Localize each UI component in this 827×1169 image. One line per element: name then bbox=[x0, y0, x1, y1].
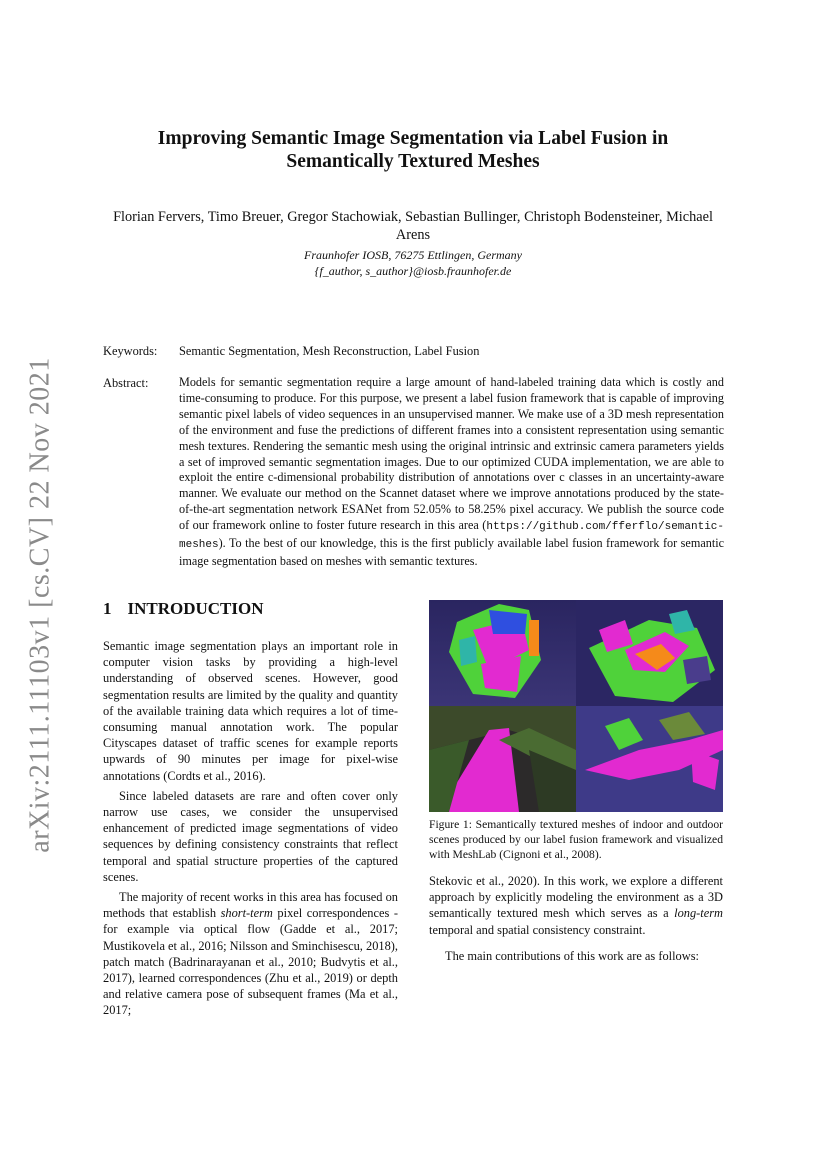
intro-paragraph-2: Since labeled datasets are rare and often cover only narrow use cases, we consider the unsupervised enhancement of predicted image segmentations of video sequences by defining consistency constraints that reflect temporal and spatial structure properties of the captured scenes. bbox=[103, 788, 398, 884]
left-column bbox=[103, 638, 398, 1023]
keywords-text: Semantic Segmentation, Mesh Reconstruction, Label Fusion bbox=[179, 344, 480, 358]
section-number: 1 bbox=[103, 599, 112, 618]
keywords-label: Keywords: bbox=[103, 344, 158, 358]
figure-1 bbox=[429, 600, 723, 812]
intro-p3-emphasis: short-term bbox=[220, 906, 273, 921]
right-p1-part2: temporal and spatial consistency constraint. bbox=[429, 922, 646, 937]
abstract-text-part1: Models for semantic segmentation require a large amount of hand-labeled training data which is costly and time-consuming to produce. For this purpose, we present a label fusion framework that is capable of improving semantic pixel labels of video sequences in an unsupervised manner. We make use of a 3D mesh representation of the environment and fuse the predictions of different frames into a consistent representation using semantic mesh textures. Rendering the semantic mesh using the original intrinsic and extrinsic camera parameters yields a set of improved semantic segmentation images. Due to our optimized CUDA implementation, we are able to exploit the entire c-dimensional probability distribution of annotations over c classes in an uncertainty-aware manner. We evaluate our method on the Scannet dataset where we improve annotations produced by the state-of-the-art segmentation network ESANet from 52.05% to 58.25% pixel accuracy. We publish the source code of our framework online to foster future research in this area ( bbox=[179, 375, 724, 533]
section-title: INTRODUCTION bbox=[127, 599, 264, 618]
section-heading bbox=[103, 599, 264, 619]
abstract-label: Abstract: bbox=[103, 376, 149, 390]
figure-1-caption: Figure 1: Semantically textured meshes of indoor and outdoor scenes produced by our label fusion framework and visualized with MeshLab (Cignoni et al., 2008). bbox=[429, 818, 723, 861]
arxiv-stamp-text: arXiv:2111.11103v1 [cs.CV] 22 Nov 2021 bbox=[25, 357, 56, 853]
intro-p3-part2: pixel correspondences - for example via optical flow (Gadde et al., 2017; Mustikovela et al., 2016; Nilsson and Sminchisescu, 2018), patch match (Badrinarayanan et al., 2010; Budvytis et al., 2017), learned correspondences (Zhu et al., 2019) or depth and relative camera pose of subsequent frames (Ma et al., 2017; bbox=[103, 906, 398, 1018]
affiliation: Fraunhofer IOSB, 76275 Ettlingen, Germany bbox=[304, 248, 522, 262]
paper-title: Improving Semantic Image Segmentation via Label Fusion in Semantically Textured Meshes bbox=[157, 128, 669, 172]
intro-p3-part1: The majority of recent works in this area has focused on methods that establish bbox=[103, 890, 398, 921]
right-p1-part1: Stekovic et al., 2020). In this work, we explore a different approach by explicitly modeling the environment as a 3D semantically textured mesh which serves as a bbox=[429, 874, 723, 921]
right-paragraph-2: The main contributions of this work are as follows: bbox=[445, 948, 699, 963]
abstract-text-part2: ). To the best of our knowledge, this is the first publicly available label fusion framework for semantic image segmentation based on meshes with semantic textures. bbox=[179, 536, 724, 568]
abstract-text bbox=[179, 375, 724, 570]
affiliation-block bbox=[103, 247, 723, 279]
email: {f_author, s_author}@iosb.fraunhofer.de bbox=[314, 264, 512, 278]
source-code-link[interactable]: https://github.com/fferflo/semantic-meshes bbox=[179, 521, 724, 552]
intro-paragraph-1: Semantic image segmentation plays an important role in computer vision tasks by providing a high-level understanding of observed scenes. However, good segmentation results are limited by the quality and quantity of the available training data which requires a lot of time-consuming manual annotation work. The popular Cityscapes dataset of traffic scenes for example reports upwards of 90 minutes per image for pixel-wise annotations (Cordts et al., 2016). bbox=[103, 639, 398, 783]
intro-paragraph-3 bbox=[103, 889, 398, 1019]
arxiv-stamp bbox=[18, 357, 64, 853]
right-column bbox=[429, 873, 723, 974]
figure-1-mesh-renderings bbox=[429, 600, 723, 812]
author-list: Florian Fervers, Timo Breuer, Gregor Stachowiak, Sebastian Bullinger, Christoph Bodensteiner, Michael Arens bbox=[113, 209, 713, 243]
right-paragraph-1 bbox=[429, 873, 723, 938]
right-p1-emphasis: long-term bbox=[674, 906, 723, 921]
